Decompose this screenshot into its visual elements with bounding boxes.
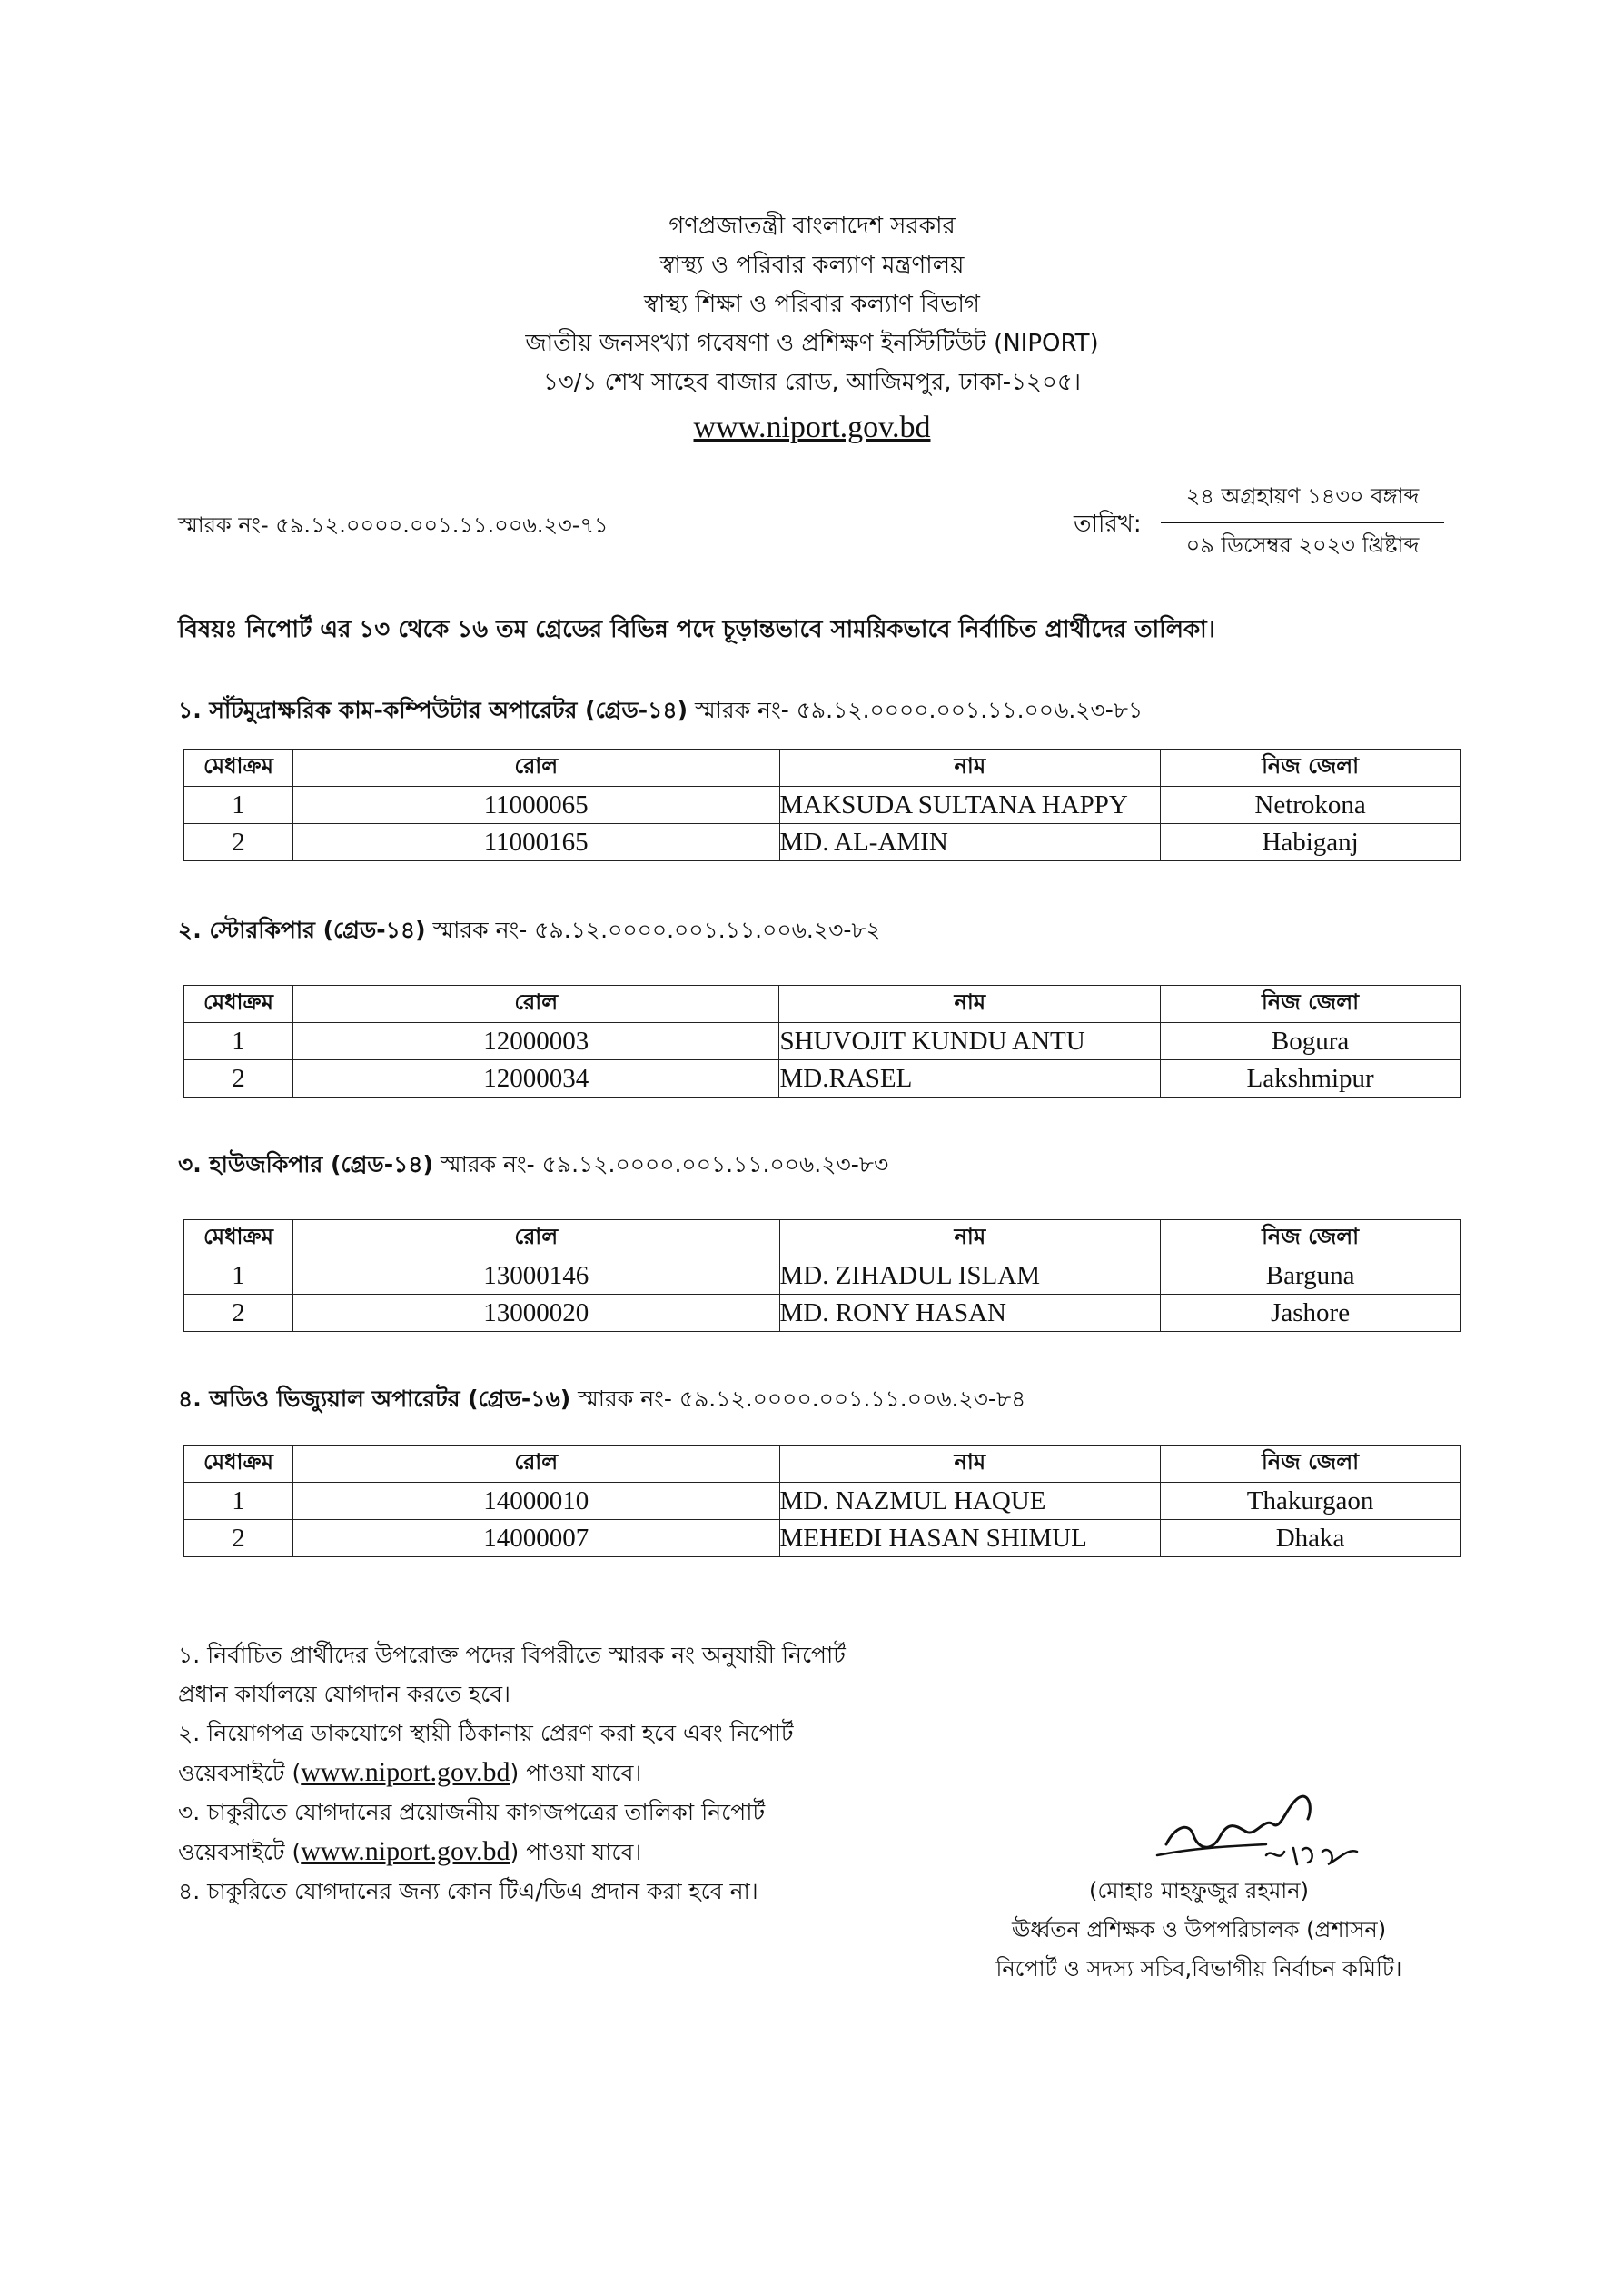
name-cell: MD.RASEL bbox=[779, 1060, 1161, 1098]
name-column-header: নাম bbox=[779, 986, 1161, 1023]
signatory-details bbox=[926, 1872, 1471, 1989]
merit-cell: 2 bbox=[184, 1295, 293, 1332]
website-link[interactable]: www.niport.gov.bd bbox=[693, 411, 931, 444]
note-3-line-1: ৩. চাকুরীতে যোগদানের প্রয়োজনীয় কাগজপত্রের তালিকা নিপোর্ট bbox=[178, 1799, 766, 1825]
roll-cell: 12000034 bbox=[292, 1060, 779, 1098]
merit-cell: 1 bbox=[184, 1483, 293, 1520]
name-column-header: নাম bbox=[779, 750, 1161, 787]
table-header-row bbox=[184, 986, 1461, 1023]
merit-column-header: মেধাক্রম bbox=[184, 986, 293, 1023]
ministry-name: স্বাস্থ্য ও পরিবার কল্যাণ মন্ত্রণালয় bbox=[659, 252, 965, 279]
roll-cell: 12000003 bbox=[292, 1023, 779, 1060]
section-2-heading bbox=[178, 912, 881, 951]
name-cell: MD. ZIHADUL ISLAM bbox=[779, 1257, 1161, 1295]
merit-cell: 1 bbox=[184, 1257, 293, 1295]
date-english: ০৯ ডিসেম্বর ২০২৩ খ্রিষ্টাব্দ bbox=[1185, 532, 1420, 558]
table-row bbox=[184, 824, 1461, 861]
memo-number: স্মারক নং- ৫৯.১২.০০০০.০০১.১১.০০৬.২৩-৭১ bbox=[178, 512, 609, 538]
table-header-row bbox=[184, 750, 1461, 787]
roll-column-header: রোল bbox=[292, 1220, 779, 1257]
table-row bbox=[184, 1257, 1461, 1295]
roll-cell: 13000146 bbox=[292, 1257, 779, 1295]
table-row bbox=[184, 787, 1461, 824]
division-name: স্বাস্থ্য শিক্ষা ও পরিবার কল্যাণ বিভাগ bbox=[644, 291, 980, 318]
merit-column-header: মেধাক্রম bbox=[184, 750, 293, 787]
results-table-4 bbox=[183, 1445, 1461, 1557]
merit-cell: 1 bbox=[184, 787, 293, 824]
merit-cell: 2 bbox=[184, 824, 293, 861]
signatory-name: (মোহাঃ মাহফুজুর রহমান) bbox=[1089, 1878, 1309, 1903]
note-text: ) পাওয়া যাবে। bbox=[510, 1839, 642, 1865]
note-1-line-1: ১. নির্বাচিত প্রার্থীদের উপরোক্ত পদের বিপরীতে স্মারক নং অনুযায়ী নিপোর্ট bbox=[178, 1642, 846, 1668]
signatory-role: নিপোর্ট ও সদস্য সচিব,বিভাগীয় নির্বাচন কমিটি। bbox=[995, 1956, 1402, 1982]
name-cell: MD. RONY HASAN bbox=[779, 1295, 1161, 1332]
district-cell: Netrokona bbox=[1161, 787, 1461, 824]
table-row bbox=[184, 1483, 1461, 1520]
institute-address: ১৩/১ শেখ সাহেব বাজার রোড, আজিমপুর, ঢাকা-১২০৫। bbox=[542, 369, 1082, 396]
note-text: ) পাওয়া যাবে। bbox=[510, 1760, 642, 1786]
district-column-header: নিজ জেলা bbox=[1161, 750, 1461, 787]
table-header-row bbox=[184, 1446, 1461, 1483]
name-cell: MD. AL-AMIN bbox=[779, 824, 1161, 861]
name-cell: MAKSUDA SULTANA HAPPY bbox=[779, 787, 1161, 824]
website-link[interactable]: www.niport.gov.bd bbox=[301, 1757, 510, 1787]
results-table-2 bbox=[183, 985, 1461, 1098]
section-1-heading bbox=[178, 692, 1143, 731]
note-3-line-2 bbox=[178, 1832, 959, 1872]
table-row bbox=[184, 1520, 1461, 1557]
district-column-header: নিজ জেলা bbox=[1161, 1446, 1461, 1483]
roll-cell: 14000007 bbox=[292, 1520, 779, 1557]
district-cell: Bogura bbox=[1161, 1023, 1461, 1060]
roll-cell: 11000065 bbox=[292, 787, 779, 824]
merit-cell: 1 bbox=[184, 1023, 293, 1060]
note-text: ওয়েবসাইটে ( bbox=[178, 1839, 302, 1865]
district-column-header: নিজ জেলা bbox=[1161, 1220, 1461, 1257]
date-label: তারিখ: bbox=[1074, 511, 1142, 538]
section-memo: স্মারক নং- ৫৯.১২.০০০০.০০১.১১.০০৬.২৩-৮৩ bbox=[440, 1151, 889, 1177]
note-text: ওয়েবসাইটে ( bbox=[178, 1760, 302, 1786]
results-table-3 bbox=[183, 1219, 1461, 1332]
website-link[interactable]: www.niport.gov.bd bbox=[301, 1836, 510, 1866]
section-4-heading bbox=[178, 1381, 1025, 1420]
roll-cell: 14000010 bbox=[292, 1483, 779, 1520]
section-title: ১. সাঁটমুদ্রাক্ষরিক কাম-কম্পিউটার অপারেটর (গ্রেড-১৪) bbox=[178, 697, 688, 723]
government-name: গণপ্রজাতন্ত্রী বাংলাদেশ সরকার bbox=[668, 213, 956, 240]
note-4: ৪. চাকুরিতে যোগদানের জন্য কোন টিএ/ডিএ প্রদান করা হবে না। bbox=[178, 1878, 758, 1904]
section-memo: স্মারক নং- ৫৯.১২.০০০০.০০১.১১.০০৬.২৩-৮৪ bbox=[578, 1386, 1026, 1412]
date-block bbox=[1161, 480, 1444, 565]
section-memo: স্মারক নং- ৫৯.১২.০০০০.০০১.১১.০০৬.২৩-৮১ bbox=[694, 697, 1144, 723]
roll-column-header: রোল bbox=[292, 1446, 779, 1483]
merit-cell: 2 bbox=[184, 1060, 293, 1098]
handwritten-signature bbox=[1148, 1772, 1384, 1872]
merit-column-header: মেধাক্রম bbox=[184, 1220, 293, 1257]
table-header-row bbox=[184, 1220, 1461, 1257]
district-cell: Thakurgaon bbox=[1161, 1483, 1461, 1520]
merit-column-header: মেধাক্রম bbox=[184, 1446, 293, 1483]
district-cell: Dhaka bbox=[1161, 1520, 1461, 1557]
district-cell: Barguna bbox=[1161, 1257, 1461, 1295]
section-3-heading bbox=[178, 1147, 888, 1186]
note-2-line-2 bbox=[178, 1753, 959, 1793]
name-column-header: নাম bbox=[779, 1446, 1161, 1483]
section-title: ৪. অডিও ভিজ্যুয়াল অপারেটর (গ্রেড-১৬) bbox=[178, 1386, 571, 1412]
section-title: ২. স্টোরকিপার (গ্রেড-১৪) bbox=[178, 917, 426, 943]
note-2-line-1: ২. নিয়োগপত্র ডাকযোগে স্থায়ী ঠিকানায় প্রেরণ করা হবে এবং নিপোর্ট bbox=[178, 1720, 794, 1746]
institute-name: জাতীয় জনসংখ্যা গবেষণা ও প্রশিক্ষণ ইনস্টিটিউট (NIPORT) bbox=[525, 330, 1099, 357]
section-title: ৩. হাউজকিপার (গ্রেড-১৪) bbox=[178, 1151, 433, 1177]
merit-cell: 2 bbox=[184, 1520, 293, 1557]
note-1-line-2: প্রধান কার্যালয়ে যোগদান করতে হবে। bbox=[178, 1681, 510, 1707]
name-column-header: নাম bbox=[779, 1220, 1161, 1257]
subject-line: বিষয়ঃ নিপোর্ট এর ১৩ থেকে ১৬ তম গ্রেডের বিভিন্ন পদে চূড়ান্তভাবে সাময়িকভাবে নির্বাচিত প্রার্থীদের তালিকা। bbox=[178, 616, 1216, 643]
roll-cell: 13000020 bbox=[292, 1295, 779, 1332]
table-row bbox=[184, 1295, 1461, 1332]
signatory-designation: ঊর্ধ্বতন প্রশিক্ষক ও উপপরিচালক (প্রশাসন) bbox=[1011, 1917, 1387, 1942]
district-cell: Lakshmipur bbox=[1161, 1060, 1461, 1098]
roll-column-header: রোল bbox=[292, 986, 779, 1023]
roll-column-header: রোল bbox=[292, 750, 779, 787]
district-column-header: নিজ জেলা bbox=[1161, 986, 1461, 1023]
date-bangla: ২৪ অগ্রহায়ণ ১৪৩০ বঙ্গাব্দ bbox=[1161, 480, 1444, 523]
instructions-list bbox=[178, 1635, 959, 1911]
district-cell: Jashore bbox=[1161, 1295, 1461, 1332]
roll-cell: 11000165 bbox=[292, 824, 779, 861]
table-row bbox=[184, 1023, 1461, 1060]
results-table-1 bbox=[183, 749, 1461, 861]
name-cell: MEHEDI HASAN SHIMUL bbox=[779, 1520, 1161, 1557]
section-memo: স্মারক নং- ৫৯.১২.০০০০.০০১.১১.০০৬.২৩-৮২ bbox=[432, 917, 881, 943]
table-row bbox=[184, 1060, 1461, 1098]
letterhead bbox=[0, 207, 1624, 447]
district-cell: Habiganj bbox=[1161, 824, 1461, 861]
name-cell: MD. NAZMUL HAQUE bbox=[779, 1483, 1161, 1520]
name-cell: SHUVOJIT KUNDU ANTU bbox=[779, 1023, 1161, 1060]
